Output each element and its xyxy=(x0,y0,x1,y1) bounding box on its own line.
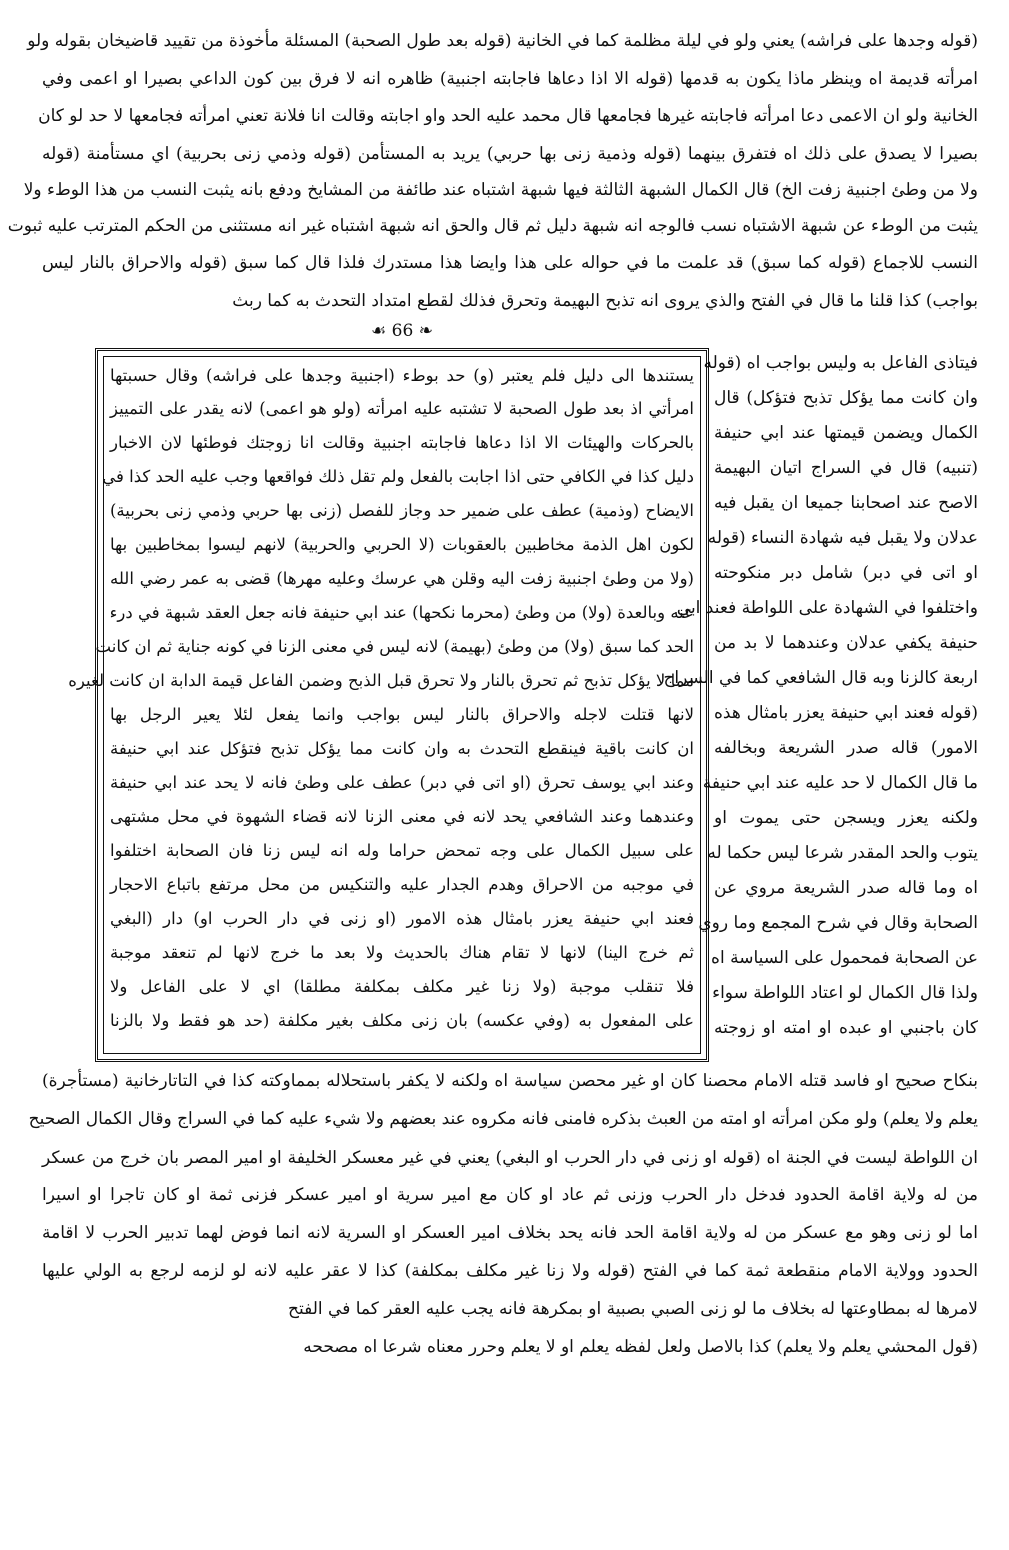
text-line: الايضاح (وذمية) عطف على ضمير حد وجاز للفصل (زنى بها حربي وذمي زنى بحربية) xyxy=(110,501,694,520)
text-line: بواجب) كذا قلنا ما قال في الفتح والذي يروى انه تذبح البهيمة وتحرق فذلك لقطع امتداد التحدث به كما ربث xyxy=(232,291,978,311)
ornament-left: ❧ xyxy=(413,321,433,341)
text-line: لانها قتلت لاجله والاحراق بالنار ليس بواجب وانما يفعل لئلا يعير الرجل بها xyxy=(110,705,694,724)
text-line: النسب للاجماع (قوله كما سبق) قد علمت ما في حواله على هذا وايضا هذا مستدرك فلذا قال كما سبق (قوله والاحراق بالنار ليس xyxy=(42,253,978,273)
text-line: عن الصحابة فمحمول على السياسة اه xyxy=(711,948,978,968)
text-line: في موجبه من الاحراق وهدم الجدار عليه والتنكيس من محل مرتفع باتباع الاحجار xyxy=(110,875,694,894)
text-line: اربعة كالزنا وبه قال الشافعي كما في السراج xyxy=(663,668,978,688)
text-line: ثم خرج الينا) لانها لا تقام هناك بالحديث ولا بعد ما خرج لانها لم تنعقد موجبة xyxy=(110,943,694,962)
text-line: الخانية ولو ان الاعمى دعا امرأته فاجابته غيرها فجامعها قال محمد عليه الحد واو اجابته وقالت انا فلانة تعني امرأته فجامعها لا حد لو كان xyxy=(38,106,978,126)
page-number-value: 66 xyxy=(391,321,414,341)
text-line: ولا من وطئ اجنبية زفت الخ) قال الكمال الشبهة الثالثة فيها شبهة اشتباه عند طائفة من المشايخ ودفع بانه يثبت النسب من هذا الوطء ولا xyxy=(23,180,978,200)
text-line: بصيرا لا يصدق على ذلك اه فتفرق بينهما (قوله وذمية زنى بها حربي) يريد به المستأمن (قوله وذمي زنى بحربية) اي مستأمنة (قوله xyxy=(42,144,978,164)
footnote-text: (قول المحشي يعلم ولا يعلم) كذا بالاصل ولعل لفظه يعلم او لا يعلم وحرر معناه شرعا اه مصححه xyxy=(303,1337,978,1357)
text-line: عدلان ولا يقبل فيه شهادة النساء (قوله xyxy=(707,528,978,548)
text-line: يعلم ولا يعلم) ولو مكن امرأته او امته من العبث بذكره فامنى فانه مكروه عند بعضهم ولا شيء عليه كما في السراج وقال الكمال الصحيح xyxy=(28,1109,978,1129)
text-line: عنه وبالعدة (ولا) من وطئ (محرما نكحها) عند ابي حنيفة فانه جعل العقد شبهة في درء xyxy=(109,603,694,622)
text-line: الاصح عند اصحابنا جميعا ان يقبل فيه xyxy=(714,493,978,513)
page-number xyxy=(342,318,462,344)
text-line: لكون اهل الذمة مخاطبين بالعقوبات (لا الحربي والحربية) لانهم ليسوا بمخاطبين بها xyxy=(110,535,694,554)
text-line: واختلفوا في الشهادة على اللواطة فعند ابي xyxy=(676,598,978,618)
text-line: ولذا قال الكمال لو اعتاد اللواطة سواء xyxy=(712,983,978,1003)
text-line: فعند ابي حنيفة يعزر بامثال هذه الامور (او زنى في دار الحرب او) دار (البغي xyxy=(110,909,694,928)
text-line: على سبيل الكمال على وجه تمحض حراما وله انه ليس زنا فان الصحابة اختلفوا xyxy=(110,841,694,860)
text-line: ان كانت باقية فينقطع التحدث به وان كانت مما يؤكل تذبح فتؤكل عند ابي حنيفة xyxy=(110,739,694,758)
text-line: ولكنه يعزر ويسجن حتى يموت او xyxy=(714,808,978,828)
text-line: (قوله وجدها على فراشه) يعني ولو في ليلة مظلمة كما في الخانية (قوله بعد طول الصحبة) المسئلة مأخوذة من تقييد قاضيخان بقوله ولو xyxy=(27,31,978,51)
text-line: فيتاذى الفاعل به وليس بواجب اه (قوله xyxy=(703,353,978,373)
text-line: لامرها له بمطاوعتها له بخلاف ما لو زنى الصبي بصبية او بمكرهة فانه يجب عليه العقر كما في الفتح xyxy=(288,1299,978,1319)
text-line: (تنبيه) قال في السراج اتيان البهيمة xyxy=(714,458,978,478)
text-line: مما لا يؤكل تذبح ثم تحرق بالنار ولا تحرق قبل الذبح وضمن الفاعل قيمة الدابة ان كانت لغيره xyxy=(68,671,694,690)
text-line: (ولا من وطئ اجنبية زفت اليه وقلن هي عرسك وعليه مهرها) قضى به عمر رضي الله xyxy=(110,569,694,588)
text-line: كان باجنبي او عبده او امته او زوجته xyxy=(714,1018,978,1038)
text-line: (قوله فعند ابي حنيفة يعزر بامثال هذه xyxy=(714,703,978,723)
text-line: امرأته قديمة اه وينظر ماذا يكون به قدمها (قوله الا اذا دعاها فاجابته اجنبية) ظاهره انه لا فرق بين كون الداعي بصيرا او اعمى وفي xyxy=(42,69,978,89)
text-line: الحد كما سبق (ولا) من وطئ (بهيمة) لانه ليس في معنى الزنا في كونه جناية ثم ان كانت xyxy=(95,637,694,656)
ornament-right: ☙ xyxy=(371,321,392,341)
text-line: بنكاح صحيح او فاسد قتله الامام محصنا كان او غير محصن سياسة اه ولكنه لا يكفر باستحلاله بمماوكته كذا في التاتارخانية (مستأجرة) xyxy=(42,1071,978,1091)
text-line: امرأتي اذ بعد طول الصحبة لا تشتبه عليه امرأته (ولو هو اعمى) لانه يقدر على التمييز xyxy=(110,399,694,418)
text-line: وعندهما وعند الشافعي يحد لانه في معنى الزنا لانه قضاء الشهوة في محل مشتهى xyxy=(110,807,694,826)
text-line: على المفعول به (وفي عكسه) بان زنى مكلف بغير مكلفة (حد هو فقط ولا بالزنا xyxy=(110,1011,694,1030)
text-line: الامور) قاله صدر الشريعة وبخالفه xyxy=(714,738,978,758)
text-line: وعند ابي يوسف تحرق (او اتى في دبر) عطف على وطئ فانه لا يحد عند ابي حنيفة xyxy=(110,773,694,792)
text-line: الحدود وولاية الامام منقطعة ثمة كما في الفتح (قوله ولا زنا غير مكلف بمكلفة) كذا لا عقر عليه لانه لو لزمه لرجع به الولي عليها xyxy=(42,1261,978,1281)
text-line: اما لو زنى وهو مع عسكر من له ولاية اقامة الحد فانه يحد بخلاف امير العسكر او السرية لانه انما فوض لهما تدبير الحرب لا اقامة xyxy=(42,1223,978,1243)
text-line: يثبت من الوطء عن شبهة الاشتباه نسب فالوجه انه شبهة دليل ثم قال والحق انه شبهة اشتباه غير انه مستثنى من الحكم المترتب عليه ثبوت xyxy=(7,216,978,236)
text-line: الكمال ويضمن قيمتها عند ابي حنيفة xyxy=(714,423,978,443)
text-line: يتوب والحد المقدر شرعا ليس حكما له xyxy=(707,843,978,863)
text-line: وان كانت مما يؤكل تذبح فتؤكل) قال xyxy=(714,388,978,408)
text-line: الصحابة وقال في شرح المجمع وما روي xyxy=(698,913,978,933)
text-line: ما قال الكمال لا حد عليه عند ابي حنيفة xyxy=(702,773,978,793)
text-line: اه وما قاله صدر الشريعة مروي عن xyxy=(714,878,978,898)
text-line: دليل كذا في الكافي حتى اذا اجابت بالفعل ولم تقل ذلك فواقعها وجب عليه الحد كذا في xyxy=(102,467,694,486)
text-line: او اتى في دبر) شامل دبر منكوحته xyxy=(714,563,978,583)
text-line: من له ولاية اقامة الحدود فدخل دار الحرب وزنى ثم عاد او كان مع امير سرية او امير عسكر فزنى ثمة او كان تاجرا او اسيرا xyxy=(42,1185,978,1205)
text-line: يستندها الى دليل فلم يعتبر (و) حد بوطء (اجنبية وجدها على فراشه) وقال حسبتها xyxy=(110,366,694,385)
text-line: ان اللواطة ليست في الجنة اه (قوله او زنى في دار الحرب او البغي) يعني في غير معسكر الخليفة او امير المصر بان خرج من عسكر xyxy=(42,1148,978,1168)
text-line: بالحركات والهيئات الا اذا دعاها فاجابته اجنبية وقالت انا زوجتك فوطئها لان الاخبار xyxy=(110,433,694,452)
text-line: حنيفة يكفي عدلان وعندهما لا بد من xyxy=(714,633,978,653)
text-line: فلا تنقلب موجبة (ولا زنا غير مكلف بمكلفة مطلقا) اي لا على الفاعل ولا xyxy=(110,977,694,996)
